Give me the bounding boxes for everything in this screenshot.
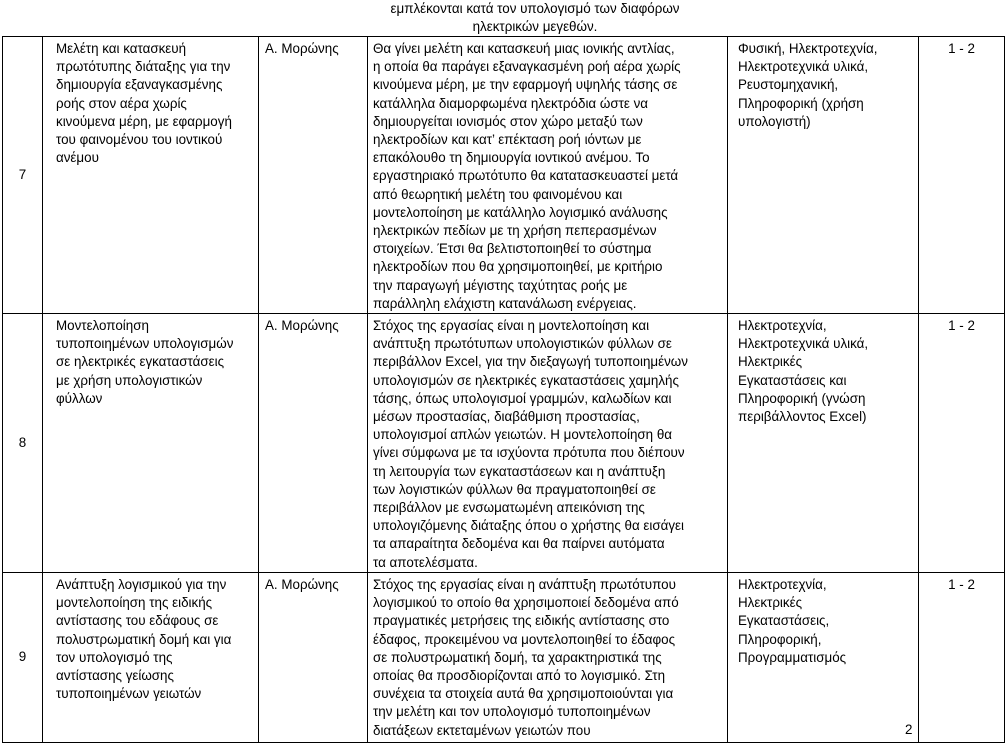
topic-supervisor: Α. Μορώνης <box>259 572 368 742</box>
topic-student-count: 1 - 2 <box>919 37 1005 314</box>
topic-required-knowledge: Φυσική, Ηλεκτροτεχνία, Ηλεκτροτεχνικά υλικά, Ρευστομηχανική, Πληροφορική (χρήση υπολογιστή) <box>728 37 919 314</box>
thesis-topics-table <box>2 36 1005 743</box>
topic-student-count: 1 - 2 <box>919 572 1005 742</box>
page-number: 2 <box>905 722 913 737</box>
table-row <box>3 314 1005 573</box>
table-row <box>3 37 1005 314</box>
topic-number: 7 <box>3 37 43 314</box>
table-row <box>3 572 1005 742</box>
topic-supervisor: Α. Μορώνης <box>259 37 368 314</box>
topic-number: 8 <box>3 314 43 573</box>
topic-description: Στόχος της εργασίας είναι η ανάπτυξη πρωτότυπου λογισμικού το οποίο θα χρησιμοποιεί δεδομένα από πραγματικές μετρήσεις της ειδικής αντίστασης στο έδαφος, προκειμένου να μοντελοποιηθεί το έδαφος σε πολυστρωματική δομή, τα χαρακτηριστικά της οποίας θα προσδιορίζονται από το λογισμικό. Στη συνέχεια τα στοιχεία αυτά θα χρησιμοποιούνται για την μελέτη και τον υπολογισμό τυποποιημένων διατάξεων εκτεταμένων γειωτών που <box>368 572 728 742</box>
topic-required-knowledge: Ηλεκτροτεχνία, Ηλεκτροτεχνικά υλικά, Ηλεκτρικές Εγκαταστάσεις και Πληροφορική (γνώση περιβάλλοντος Excel) <box>728 314 919 573</box>
topic-supervisor: Α. Μορώνης <box>259 314 368 573</box>
topic-description: Στόχος της εργασίας είναι η μοντελοποίηση και ανάπτυξη πρωτότυπων υπολογιστικών φύλλων σε περιβάλλον Excel, για την διεξαγωγή τυποποιημένων υπολογισμών σε ηλεκτρικές εγκαταστάσεις χαμηλής τάσης, όπως υπολογισμοί γραμμών, καλωδίων και μέσων προστασίας, διαβάθμιση προστασίας, υπολογισμοί απλών γειωτών. Η μοντελοποίηση θα γίνει σύμφωνα με τα ισχύοντα πρότυπα που διέπουν τη λειτουργία των εγκαταστάσεων και η ανάπτυξη των λογιστικών φύλλων θα πραγματοποιηθεί σε περιβάλλον με ενσωματωμένη απεικόνιση της υπολογιζόμενης διάταξης όπου ο χρήστης θα εισάγει τα απαραίτητα δεδομένα και θα παίρνει αυτόματα τα αποτελέσματα. <box>368 314 728 573</box>
topic-title: Μοντελοποίηση τυποποιημένων υπολογισμών σε ηλεκτρικές εγκαταστάσεις με χρήση υπολογιστικών φύλλων <box>43 314 259 573</box>
topic-title: Ανάπτυξη λογισμικού για την μοντελοποίηση της ειδικής αντίστασης του εδάφους σε πολυστρωματική δομή και για τον υπολογισμό της αντίστασης γείωσης τυποποιημένων γειωτών <box>43 572 259 742</box>
topic-required-knowledge: Ηλεκτροτεχνία, Ηλεκτρικές Εγκαταστάσεις, Πληροφορική, Προγραμματισμός <box>728 572 919 742</box>
topic-student-count: 1 - 2 <box>919 314 1005 573</box>
topic-description: Θα γίνει μελέτη και κατασκευή μιας ιονικής αντλίας, η οποία θα παράγει εξαναγκασμένη ροή αέρα χωρίς κινούμενα μέρη, με την εφαρμογή υψηλής τάσης σε κατάλληλα διαμορφωμένα ηλεκτρόδια ώστε να δημιουργείται ιονισμός στον χώρο μεταξύ των ηλεκτροδίων και κατ’ επέκταση ροή ιόντων με επακόλουθο τη δημιουργία ιοντικού ανέμου. Το εργαστηριακό πρωτότυπο θα κατατασκευαστεί μετά από θεωρητική μελέτη του φαινομένου και μοντελοποίηση με κατάλληλο λογισμικό ανάλυσης ηλεκτρικών πεδίων με τη χρήση πεπερασμένων στοιχείων. Έτσι θα βελτιστοποιηθεί το σύστημα ηλεκτροδίων που θα χρησιμοποιηθεί, με κριτήριο την παραγωγή μέγιστης ταχύτητας ροής με παράλληλη ελάχιστη κατανάλωση ενέργειας. <box>368 37 728 314</box>
topic-number: 9 <box>3 572 43 742</box>
continued-description-text: εμπλέκονται κατά τον υπολογισμό των διαφόρων ηλεκτρικών μεγεθών. <box>390 1 680 35</box>
topic-title: Μελέτη και κατασκευή πρωτότυπης διάταξης για την δημιουργία εξαναγκασμένης ροής στον αέρα χωρίς κινούμενα μέρη, με εφαρμογή του φαινομένου του ιοντικού ανέμου <box>43 37 259 314</box>
